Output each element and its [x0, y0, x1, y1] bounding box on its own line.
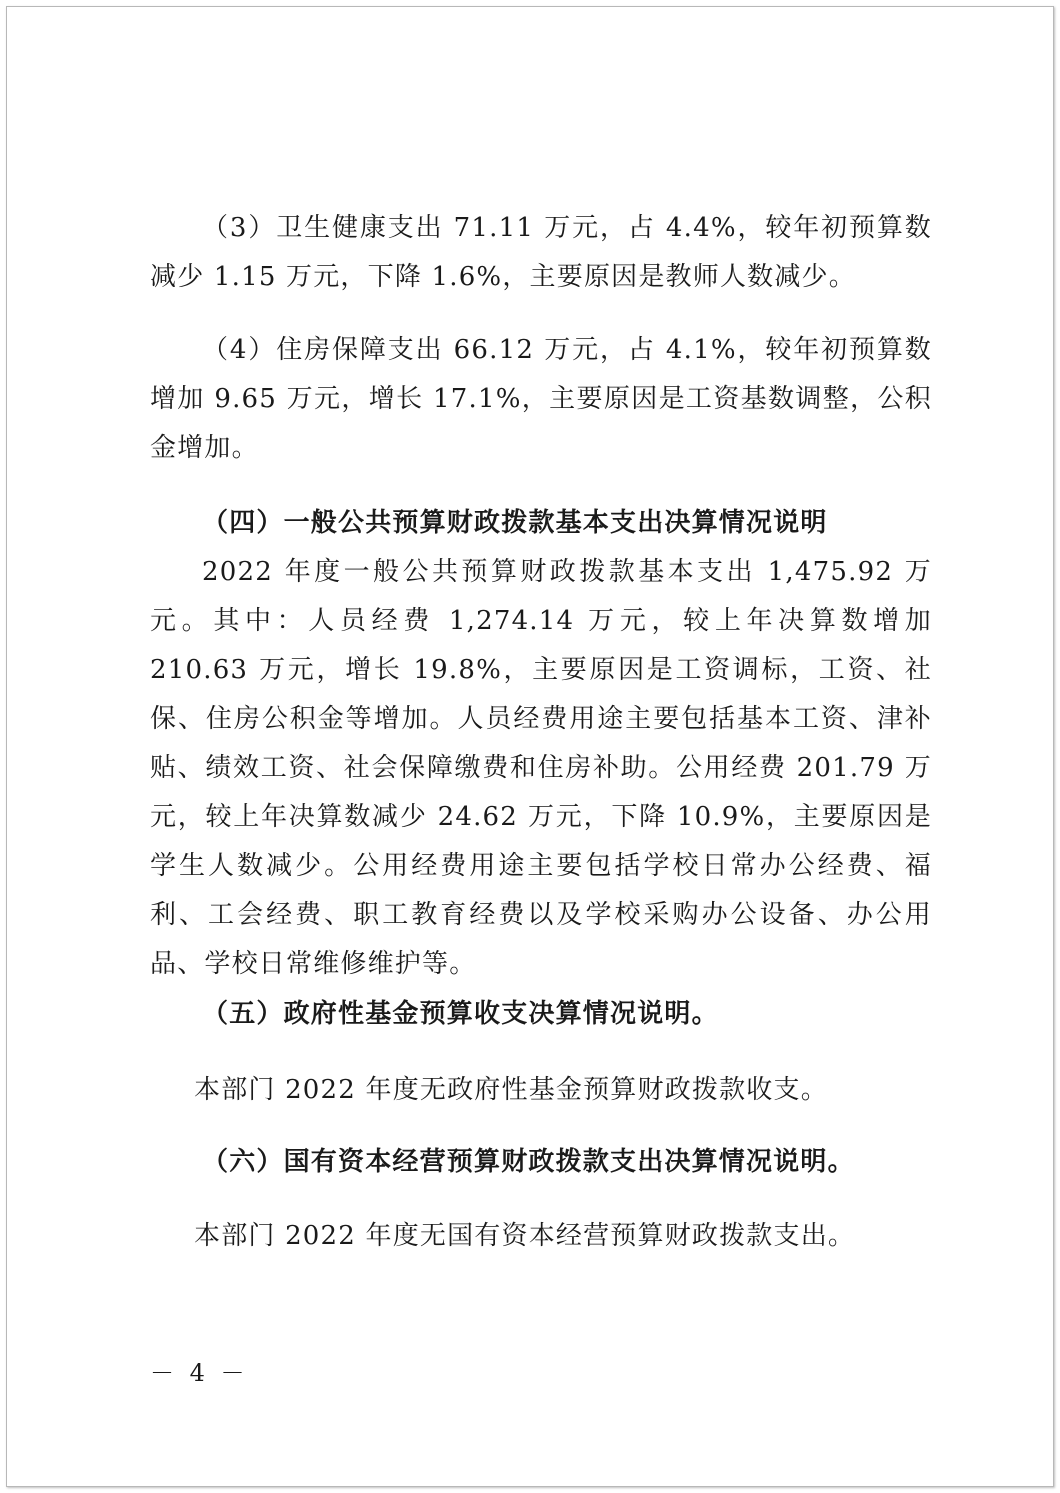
section-heading-state-capital: （六）国有资本经营预算财政拨款支出决算情况说明。 [202, 1147, 855, 1177]
section-heading-basic-expenditure: （四）一般公共预算财政拨款基本支出决算情况说明 [202, 508, 828, 538]
paragraph-state-capital: 本部门 2022 年度无国有资本经营预算财政拨款支出。 [194, 1221, 856, 1251]
document-page [6, 6, 1054, 1487]
paragraph-housing-expenditure: （4）住房保障支出 66.12 万元，占 4.1%，较年初预算数增加 9.65 万元，增长 17.1%，主要原因是工资基数调整，公积金增加。 [150, 335, 932, 463]
page-number: － 4 － [150, 1359, 249, 1387]
paragraph-government-fund: 本部门 2022 年度无政府性基金预算财政拨款收支。 [194, 1075, 828, 1105]
paragraph-health-expenditure: （3）卫生健康支出 71.11 万元，占 4.4%，较年初预算数减少 1.15 万元，下降 1.6%，主要原因是教师人数减少。 [150, 213, 932, 292]
section-heading-government-fund: （五）政府性基金预算收支决算情况说明。 [202, 999, 719, 1029]
paragraph-basic-expenditure: 2022 年度一般公共预算财政拨款基本支出 1,475.92 万元。其中：人员经费 1,274.14 万元，较上年决算数增加 210.63 万元，增长 19.8%，主要原因是工资调标，工资、社保、住房公积金等增加。人员经费用途主要包括基本工资、津补贴、绩效工资、社会保障缴费和住房补助。公用经费 201.79 万元，较上年决算数减少 24.62 万元，下降 10.9%，主要原因是学生人数减少。公用经费用途主要包括学校日常办公经费、福利、工会经费、职工教育经费以及学校采购办公设备、办公用品、学校日常维修维护等。 [150, 557, 932, 979]
